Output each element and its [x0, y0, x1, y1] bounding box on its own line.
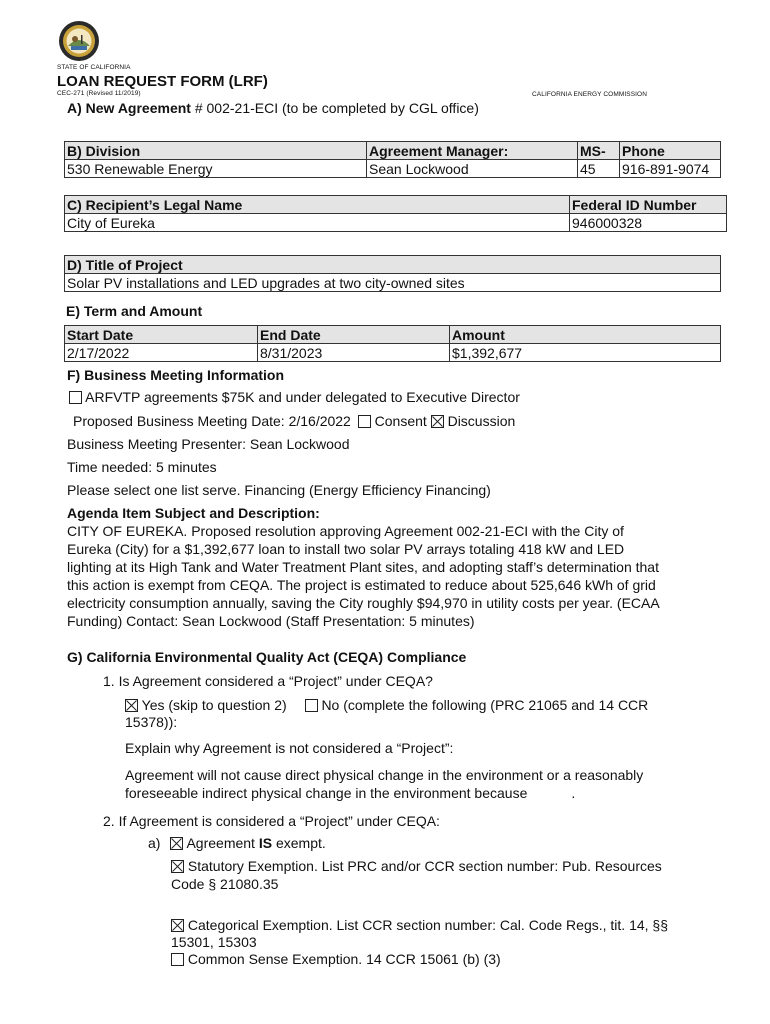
exempt-line [148, 835, 326, 851]
project-yes-checkbox[interactable] [125, 699, 138, 712]
ms-field[interactable]: 45 [578, 160, 620, 178]
agenda-line: this action is exempt from CEQA. The project is estimated to reduce about 525,646 kWh of grid [67, 577, 656, 593]
ms-header: MS- [578, 142, 620, 160]
amount-field[interactable]: $1,392,677 [450, 344, 721, 362]
amount-header: Amount [450, 326, 721, 344]
project-no-label-cont: 15378)): [125, 714, 178, 730]
agenda-line: lighting at its High Tank and Water Treatment Plant sites, and adopting staff’s determination that [67, 559, 659, 575]
arfvtp-line [69, 389, 520, 405]
project-title-field[interactable]: Solar PV installations and LED upgrades at two city-owned sites [65, 274, 721, 292]
ceqa-question-2: 2. If Agreement is considered a “Project” under CEQA: [103, 813, 440, 829]
check-x-icon [172, 861, 183, 872]
check-x-icon [126, 700, 137, 711]
consent-label: Consent [374, 413, 427, 429]
project-yes-label: Yes (skip to question 2) [141, 697, 287, 713]
item-a-label: a) [148, 835, 161, 851]
categorical-label: Categorical Exemption. List CCR section number: Cal. Code Regs., tit. 14, §§ [187, 917, 668, 933]
agreement-manager-header: Agreement Manager: [367, 142, 578, 160]
arfvtp-label: ARFVTP agreements $75K and under delegated to Executive Director [85, 389, 520, 405]
discussion-label: Discussion [447, 413, 516, 429]
phone-field[interactable]: 916-891-9074 [620, 160, 721, 178]
end-date-header: End Date [258, 326, 450, 344]
common-sense-label: Common Sense Exemption. 14 CCR 15061 (b) (3) [187, 951, 501, 967]
explain-line: foreseeable indirect physical change in the environment because [125, 785, 528, 801]
project-title-header: D) Title of Project [65, 256, 721, 274]
check-x-icon [171, 838, 182, 849]
term-amount-title: E) Term and Amount [66, 303, 203, 319]
phone-header: Phone [620, 142, 721, 160]
explain-label: Explain why Agreement is not considered a “Project”: [125, 740, 454, 756]
explain-end: . [571, 785, 576, 801]
agenda-title: Agenda Item Subject and Description: [67, 505, 320, 521]
project-no-checkbox[interactable] [305, 699, 318, 712]
check-x-icon [172, 920, 183, 931]
exempt-label-bold: IS [258, 835, 273, 851]
start-date-header: Start Date [65, 326, 258, 344]
recipient-name-field[interactable]: City of Eureka [65, 214, 570, 232]
ceqa-question-1: 1. Is Agreement considered a “Project” under CEQA? [103, 673, 433, 689]
discussion-checkbox[interactable] [431, 415, 444, 428]
division-field[interactable]: 530 Renewable Energy [65, 160, 367, 178]
consent-checkbox[interactable] [358, 415, 371, 428]
categorical-line [171, 917, 668, 933]
explain-text[interactable] [125, 766, 725, 802]
start-date-field[interactable]: 2/17/2022 [65, 344, 258, 362]
categorical-checkbox[interactable] [171, 919, 184, 932]
agenda-description [67, 522, 727, 630]
new-agreement-line [67, 100, 479, 116]
recipient-table [64, 195, 727, 232]
list-serve-text: Please select one list serve. Financing (Energy Efficiency Financing) [67, 482, 491, 498]
common-sense-checkbox[interactable] [171, 953, 184, 966]
new-agreement-label: A) New Agreement [67, 100, 191, 116]
state-label: STATE OF CALIFORNIA [57, 64, 131, 71]
form-code: CEC-271 (Revised 11/2019) [57, 90, 141, 97]
statutory-label-cont: Code § 21080.35 [171, 876, 279, 892]
ceqa-title: G) California Environmental Quality Act (CEQA) Compliance [67, 649, 467, 665]
end-date-field[interactable]: 8/31/2023 [258, 344, 450, 362]
california-seal-logo [58, 20, 100, 62]
term-amount-table [64, 325, 721, 362]
agenda-line: Eureka (City) for a $1,392,677 loan to install two solar PV arrays totaling 418 kW and LED [67, 541, 625, 557]
agenda-line: Funding) Contact: Sean Lockwood (Staff Presentation: 5 minutes) [67, 613, 475, 629]
division-header: B) Division [65, 142, 367, 160]
agenda-line: electricity consumption annually, saving the City roughly $94,970 in utility costs per year. (ECAA [67, 595, 660, 611]
recipient-name-header: C) Recipient’s Legal Name [65, 196, 570, 214]
project-no-label: No (complete the following (PRC 21065 and 14 CCR [321, 697, 649, 713]
time-needed-text: Time needed: 5 minutes [67, 459, 217, 475]
explain-line: Agreement will not cause direct physical change in the environment or a reasonably [125, 767, 644, 783]
project-yes-no-line [125, 697, 648, 713]
categorical-label-cont: 15301, 15303 [171, 934, 257, 950]
agency-name: CALIFORNIA ENERGY COMMISSION [532, 91, 648, 98]
exempt-label-pre: Agreement [186, 835, 259, 851]
division-table [64, 141, 721, 178]
statutory-label: Statutory Exemption. List PRC and/or CCR section number: Pub. Resources [187, 858, 662, 874]
check-x-icon [432, 416, 443, 427]
federal-id-header: Federal ID Number [570, 196, 727, 214]
presenter-text: Business Meeting Presenter: Sean Lockwood [67, 436, 350, 452]
new-agreement-text: # 002-21-ECI (to be completed by CGL office) [190, 100, 479, 116]
agreement-manager-field[interactable]: Sean Lockwood [367, 160, 578, 178]
exempt-label-post: exempt. [272, 835, 326, 851]
federal-id-field[interactable]: 946000328 [570, 214, 727, 232]
common-sense-line [171, 951, 501, 967]
form-title: LOAN REQUEST FORM (LRF) [57, 73, 268, 90]
arfvtp-checkbox[interactable] [69, 391, 82, 404]
agenda-line: CITY OF EUREKA. Proposed resolution approving Agreement 002-21-ECI with the City of [67, 523, 624, 539]
project-title-table [64, 255, 721, 292]
meeting-date-label: Proposed Business Meeting Date: 2/16/2022 [73, 413, 351, 429]
statutory-line [171, 858, 662, 874]
exempt-checkbox[interactable] [170, 837, 183, 850]
meeting-date-line [73, 413, 515, 429]
business-meeting-title: F) Business Meeting Information [67, 367, 285, 383]
statutory-checkbox[interactable] [171, 860, 184, 873]
